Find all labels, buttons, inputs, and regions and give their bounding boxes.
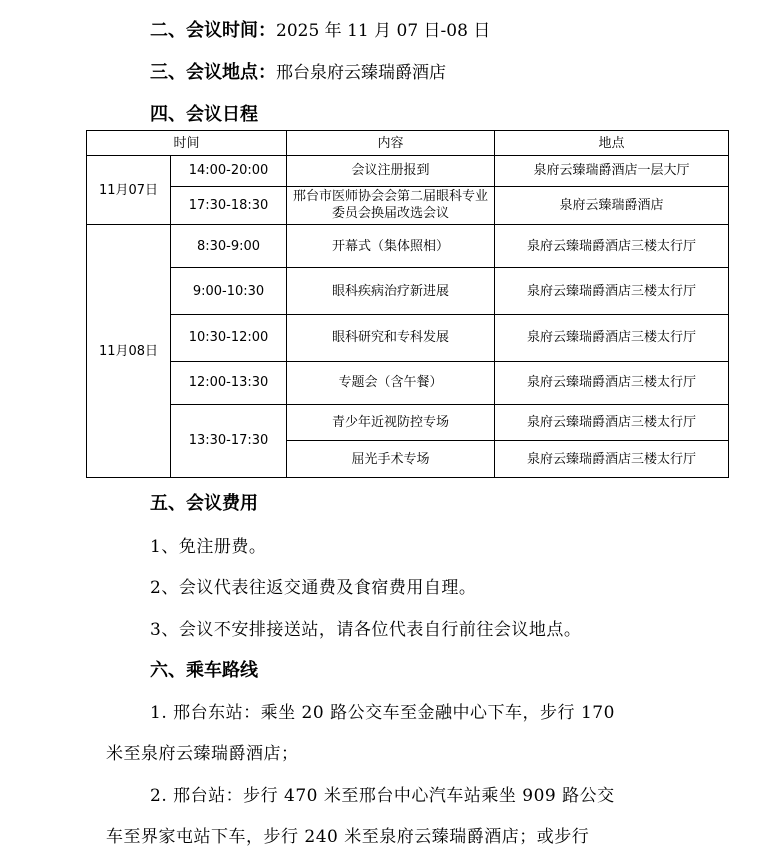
time-cell: 13:30-17:30: [171, 404, 287, 477]
agenda-table: [86, 130, 729, 478]
content-cell: 会议注册报到: [287, 156, 495, 187]
table-header-row: [87, 131, 729, 156]
route-line: 1. 邢台东站：乘坐 20 路公交车至金融中心下车，步行 170: [150, 703, 615, 723]
content-cell: 青少年近视防控专场: [287, 404, 495, 441]
content-cell: 眼科研究和专科发展: [287, 314, 495, 361]
place-cell: 泉府云臻瑞爵酒店三楼太行厅: [495, 225, 729, 268]
day-cell: 11月08日: [87, 225, 171, 478]
header-content: 内容: [287, 131, 495, 156]
meeting-time-label: 二、会议时间：: [150, 20, 276, 41]
place-cell: 泉府云臻瑞爵酒店一层大厅: [495, 156, 729, 187]
place-cell: 泉府云臻瑞爵酒店三楼太行厅: [495, 268, 729, 315]
content-cell: 屈光手术专场: [287, 441, 495, 478]
meeting-time-line: [150, 19, 490, 43]
place-cell: 泉府云臻瑞爵酒店三楼太行厅: [495, 404, 729, 441]
content-cell: 邢台市医师协会会第二届眼科专业委员会换届改选会议: [287, 186, 495, 225]
day-cell: 11月07日: [87, 156, 171, 225]
table-row: [87, 186, 729, 225]
content-cell: 专题会（含午餐）: [287, 361, 495, 404]
table-row: [87, 404, 729, 441]
table-row: [87, 314, 729, 361]
fee-item: 2、会议代表往返交通费及食宿费用自理。: [150, 578, 477, 598]
meeting-location-line: [150, 61, 446, 85]
route-heading: 六、乘车路线: [150, 660, 258, 681]
time-cell: 8:30-9:00: [171, 225, 287, 268]
time-cell: 14:00-20:00: [171, 156, 287, 187]
schedule-heading: 四、会议日程: [150, 104, 258, 125]
place-cell: 泉府云臻瑞爵酒店: [495, 186, 729, 225]
route-line: 车至界家屯站下车，步行 240 米至泉府云臻瑞爵酒店；或步行: [106, 827, 590, 847]
fee-item: 3、会议不安排接送站，请各位代表自行前往会议地点。: [150, 620, 582, 640]
time-cell: 17:30-18:30: [171, 186, 287, 225]
meeting-location-value: 邢台泉府云臻瑞爵酒店: [276, 63, 446, 83]
header-time: 时间: [87, 131, 287, 156]
route-line: 2. 邢台站：步行 470 米至邢台中心汽车站乘坐 909 路公交: [150, 786, 615, 806]
table-row: [87, 156, 729, 187]
content-cell: 眼科疾病治疗新进展: [287, 268, 495, 315]
route-line: 米至泉府云臻瑞爵酒店；: [106, 744, 299, 764]
fee-item: 1、免注册费。: [150, 537, 267, 557]
table-row: [87, 361, 729, 404]
table-row: [87, 225, 729, 268]
place-cell: 泉府云臻瑞爵酒店三楼太行厅: [495, 441, 729, 478]
time-cell: 10:30-12:00: [171, 314, 287, 361]
place-cell: 泉府云臻瑞爵酒店三楼太行厅: [495, 361, 729, 404]
fees-heading: 五、会议费用: [150, 493, 258, 514]
content-cell: 开幕式（集体照相）: [287, 225, 495, 268]
meeting-location-label: 三、会议地点：: [150, 62, 276, 83]
time-cell: 9:00-10:30: [171, 268, 287, 315]
place-cell: 泉府云臻瑞爵酒店三楼太行厅: [495, 314, 729, 361]
meeting-time-value: 2025 年 11 月 07 日-08 日: [276, 21, 491, 41]
header-place: 地点: [495, 131, 729, 156]
time-cell: 12:00-13:30: [171, 361, 287, 404]
table-row: [87, 268, 729, 315]
